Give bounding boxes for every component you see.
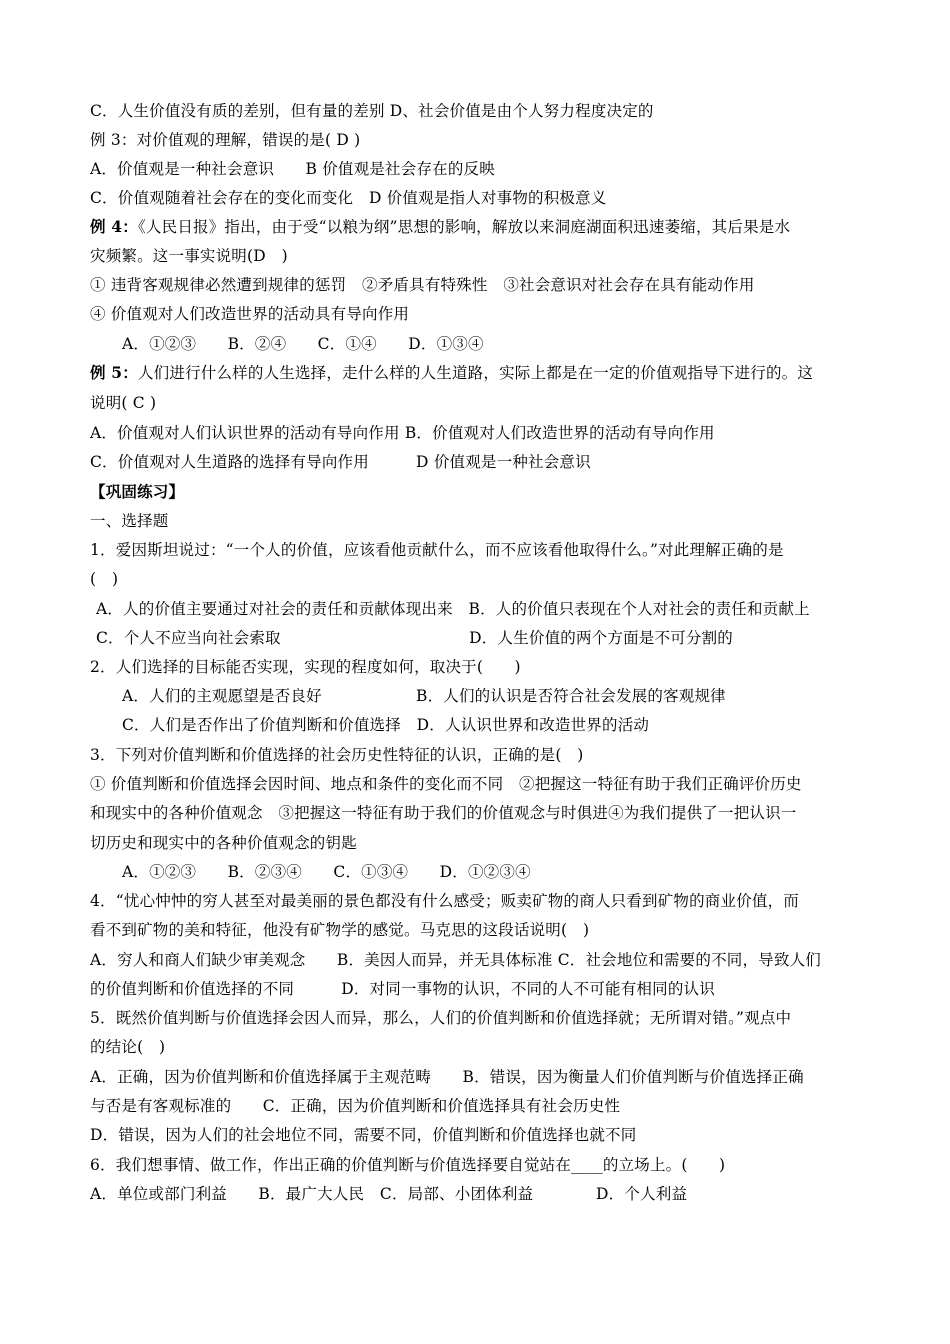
question-5: 5．既然价值判断与价值选择会因人而异，那么，人们的价值判断和价值选择就；无所谓对错。”观点中 xyxy=(90,1009,792,1027)
text-line: C．人生价值没有质的差别，但有量的差别 D、社会价值是由个人努力程度决定的 xyxy=(90,102,654,120)
question-1: 1．爱因斯坦说过：“一个人的价值，应该看他贡献什么，而不应该看他取得什么。”对此理解正确的是 xyxy=(90,541,784,559)
question-6: 6．我们想事情、做工作，作出正确的价值判断与价值选择要自觉站在____的立场上。( ) xyxy=(90,1156,726,1174)
example-text: 人们进行什么样的人生选择，走什么样的人生道路，实际上都是在一定的价值观指导下进行的。这 xyxy=(137,364,814,382)
text-line: A．穷人和商人们缺少审美观念 B．美因人而异，并无具体标准 C．社会地位和需要的不同，导致人们 xyxy=(90,951,821,969)
answer-options: A．人们的主观愿望是否良好 B．人们的认识是否符合社会发展的客观规律 xyxy=(122,687,726,705)
example-text: 《人民日报》指出，由于受“以粮为纲”思想的影响，解放以来洞庭湖面积迅速萎缩，其后果是水 xyxy=(137,218,791,236)
answer-options: A．①②③ B．②③④ C．①③④ D．①②③④ xyxy=(122,863,531,881)
text-line: C．价值观对人生道路的选择有导向作用 D 价值观是一种社会意识 xyxy=(90,453,591,471)
text-line: 与否是有客观标准的 C．正确，因为价值判断和价值选择具有社会历史性 xyxy=(90,1097,621,1115)
answer-options: A．单位或部门利益 B．最广大人民 C．局部、小团体利益 D．个人利益 xyxy=(90,1185,688,1203)
text-line: A．正确，因为价值判断和价值选择属于主观范畴 B．错误，因为衡量人们价值判断与价值选择正确 xyxy=(90,1068,804,1086)
text-line: 的结论( ) xyxy=(90,1038,166,1056)
example-5-line xyxy=(90,363,870,383)
text-line: 说明( C ) xyxy=(90,394,157,412)
text-line: A．价值观是一种社会意识 B 价值观是社会存在的反映 xyxy=(90,160,495,178)
answer-options: C．人们是否作出了价值判断和价值选择 D．人认识世界和改造世界的活动 xyxy=(122,716,650,734)
text-line: ④ 价值观对人们改造世界的活动具有导向作用 xyxy=(90,305,410,323)
question-3: 3．下列对价值判断和价值选择的社会历史性特征的认识，正确的是( ) xyxy=(90,746,584,764)
example-label: 例 4： xyxy=(90,217,138,236)
text-line: D．错误，因为人们的社会地位不同，需要不同，价值判断和价值选择也就不同 xyxy=(90,1126,637,1144)
text-line: 灾频繁。这一事实说明(D ) xyxy=(90,247,288,265)
text-line: ( ) xyxy=(90,570,119,588)
text-line: 例 3：对价值观的理解，错误的是( D ) xyxy=(90,131,361,149)
subsection-heading: 一、选择题 xyxy=(90,512,169,530)
example-label: 例 5： xyxy=(90,363,138,382)
text-line: 和现实中的各种价值观念 ③把握这一特征有助于我们的价值观念与时俱进④为我们提供了一把认识一 xyxy=(90,804,797,822)
text-line: 看不到矿物的美和特征，他没有矿物学的感觉。马克思的这段话说明( ) xyxy=(90,921,590,939)
text-line: ① 价值判断和价值选择会因时间、地点和条件的变化而不同 ②把握这一特征有助于我们正确评价历史 xyxy=(90,775,802,793)
question-2: 2．人们选择的目标能否实现，实现的程度如何，取决于( ) xyxy=(90,658,521,676)
text-line: 的价值判断和价值选择的不同 D．对同一事物的认识，不同的人不可能有相同的认识 xyxy=(90,980,715,998)
text-line: 切历史和现实中的各种价值观念的钥匙 xyxy=(90,834,357,852)
text-line: A．价值观对人们认识世界的活动有导向作用 B．价值观对人们改造世界的活动有导向作用 xyxy=(90,424,715,442)
answer-options: C．个人不应当向社会索取 D．人生价值的两个方面是不可分割的 xyxy=(96,629,733,647)
answer-options: A．①②③ B．②④ C．①④ D．①③④ xyxy=(122,335,484,353)
question-4: 4．“忧心忡忡的穷人甚至对最美丽的景色都没有什么感受；贩卖矿物的商人只看到矿物的商业价值，而 xyxy=(90,892,799,910)
answer-options: A．人的价值主要通过对社会的责任和贡献体现出来 B．人的价值只表现在个人对社会的责任和贡献上 xyxy=(96,600,810,618)
text-line: ① 违背客观规律必然遭到规律的惩罚 ②矛盾具有特殊性 ③社会意识对社会存在具有能动作用 xyxy=(90,276,755,294)
example-4-line xyxy=(90,217,870,237)
text-line: C．价值观随着社会存在的变化而变化 D 价值观是指人对事物的积极意义 xyxy=(90,189,607,207)
section-heading: 【巩固练习】 xyxy=(90,482,185,501)
